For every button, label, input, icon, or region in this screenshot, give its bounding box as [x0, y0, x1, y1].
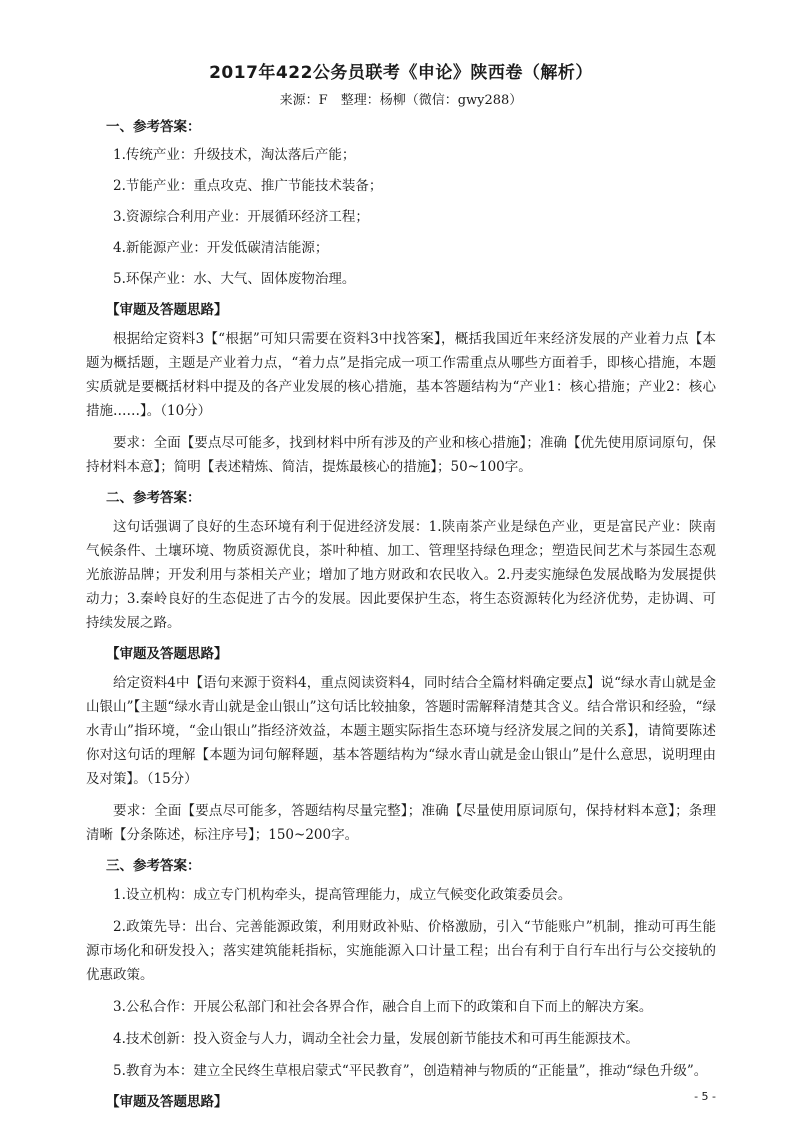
section1-item: 2.节能产业：重点攻克、推广节能技术装备； [113, 178, 383, 194]
section1-item: 4.新能源产业：开发低碳清洁能源； [113, 240, 329, 256]
section1-item: 3.资源综合利用产业：开展循环经济工程； [113, 209, 369, 225]
page-number: - 5 - [694, 1090, 716, 1103]
section2-analysis-heading: 【审题及答题思路】 [106, 646, 228, 662]
section1-heading: 一、参考答案： [106, 119, 201, 135]
section1-item: 5.环保产业：水、大气、固体废物治理。 [113, 271, 356, 287]
section3-item: 4.技术创新：投入资金与人力，调动全社会力量，发展创新节能技术和可再生能源技术。 [113, 1031, 639, 1047]
doc-source: 来源：F 整理：杨柳（微信：gwy288） [279, 93, 523, 108]
section2-analysis-paragraph: 给定资料4中【语句来源于资料4，重点阅读资料4，同时结合全篇材料确定要点】说“绿水青山就是金山银山”【主题“绿水青山就是金山银山”这句话比较抽象，答题时需解释清楚其含义。结合常识和经验，“绿水青山”指环境，“金山银山”指经济效益，本题主题实际指生态环境与经济发展之间的关系】，请简要陈述你对这句话的理解【本题为词句解释题，基本答题结构为“绿水青山就是金山银山”是什么意思，说明理由及对策】。（15分） [86, 675, 716, 787]
section3-item: 3.公私合作：开展公私部门和社会各界合作，融合自上而下的政策和自下而上的解决方案。 [113, 999, 653, 1015]
section3-item: 1.设立机构：成立专门机构牵头，提高管理能力，成立气候变化政策委员会。 [113, 887, 572, 903]
section3-analysis-heading: 【审题及答题思路】 [106, 1094, 228, 1110]
section1-requirements-paragraph: 要求：全面【要点尽可能多，找到材料中所有涉及的产业和核心措施】；准确【优先使用原词原句，保持材料本意】；简明【表述精炼、简洁，提炼最核心的措施】；50~100字。 [86, 435, 716, 475]
section1-item: 1.传统产业：升级技术，淘汰落后产能； [113, 147, 356, 163]
section2-heading: 二、参考答案： [106, 490, 201, 506]
section3-heading: 三、参考答案： [106, 858, 201, 874]
section2-answer-paragraph: 这句话强调了良好的生态环境有利于促进经济发展：1.陕南茶产业是绿色产业，更是富民产业：陕南气候条件、土壤环境、物质资源优良，茶叶种植、加工、管理坚持绿色理念；塑造民间艺术与茶园生态观光旅游品牌；开发利用与茶相关产业；增加了地方财政和农民收入。2.丹麦实施绿色发展战略为发展提供动力；3.秦岭良好的生态促进了古今的发展。因此要保护生态，将生态资源转化为经济优势，走协调、可持续发展之路。 [86, 519, 716, 631]
section3-item: 5.教育为本：建立全民终生草根启蒙式“平民教育”，创造精神与物质的“正能量”，推动“绿色升级”。 [113, 1063, 708, 1079]
section1-analysis-heading: 【审题及答题思路】 [106, 302, 228, 318]
section1-analysis-paragraph: 根据给定资料3【“根据”可知只需要在资料3中找答案】，概括我国近年来经济发展的产业着力点【本题为概括题，主题是产业着力点，“着力点”是指完成一项工作需重点从哪些方面着手，即核心措施，本题实质就是要概括材料中提及的各产业发展的核心措施，基本答题结构为“产业1：核心措施；产业2：核心措施……】。（10分） [86, 331, 716, 419]
doc-title: 2017年422公务员联考《申论》陕西卷（解析） [209, 63, 593, 83]
document-page [86, 60, 716, 1119]
section3-item: 2.政策先导：出台、完善能源政策，利用财政补贴、价格激励，引入“节能账户”机制，推动可再生能源市场化和研发投入；落实建筑能耗指标，实施能源入口计量工程；出台有利于自行车出行与公交接轨的优惠政策。 [86, 919, 716, 983]
section2-requirements-paragraph: 要求：全面【要点尽可能多，答题结构尽量完整】；准确【尽量使用原词原句，保持材料本意】；条理清晰【分条陈述，标注序号】；150~200字。 [86, 803, 716, 843]
